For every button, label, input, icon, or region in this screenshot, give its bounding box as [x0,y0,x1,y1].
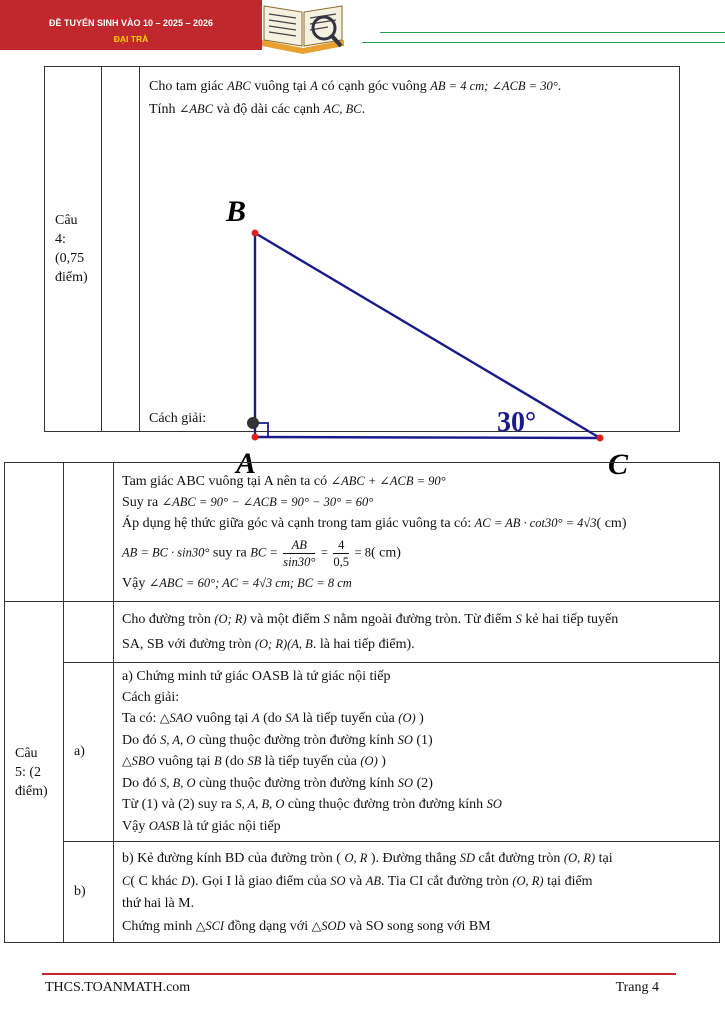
q5-part-a-label: a) [64,663,114,842]
side-BC [255,233,600,438]
q4-solution-cell [114,463,720,602]
q5a-line-4: Do đó S, A, O cùng thuộc đường tròn đường kính SO (1) [122,732,433,748]
q5-label-cell [5,602,64,943]
label-A: A [236,447,257,480]
q5b-line-4: Chứng minh △SCI đồng dạng với △SOD và SO song song với BM [122,918,491,934]
q4sol-line-4: AB = BC · sin30° suy ra BC = $\frac{AB}{\sin 30^\circ}$ = $\frac{4}{0,5}$ = 8( cm) [122,537,401,569]
q4-label-line: Câu [55,213,78,228]
q5a-line-7: Từ (1) và (2) suy ra S, A, B, O cùng thuộc đường tròn đường kính SO [122,797,502,812]
q5-part-a-cell [114,663,720,842]
q4-prompt-line-2: Tính ∠ABC và độ dài các cạnh AC, BC. [149,102,366,117]
q5-label-line: Câu [15,745,38,761]
q4sol-line-5: Vậy ∠ABC = 60°; AC = 4√3 cm; BC = 8 cm [122,575,352,591]
q5a-line-6: Do đó S, B, O cùng thuộc đường tròn đường kính SO (2) [122,775,433,791]
solution-table [4,462,720,943]
exam-banner [0,0,262,50]
label-C: C [608,448,629,481]
q5b-line-2: C( C khác D). Gọi I là giao điểm của SO và AB. Tia CI cắt đường tròn (O, R) tại điểm [122,873,593,889]
q5-label-line: 5: (2 [15,764,42,780]
q4-prompt-line-1: Cho tam giác ABC vuông tại A có cạnh góc vuông AB = 4 cm; ∠ACB = 30°. [149,79,562,94]
q5-intro-part-cell [64,602,114,663]
q4sol-line-1: Tam giác ABC vuông tại A nên ta có ∠ABC + ∠ACB = 90° [122,473,446,489]
question-4-label-cell [45,67,102,432]
q5a-line-2: Cách giải: [122,689,180,705]
angle-label-30: 30° [497,407,537,438]
side-AC [255,437,600,438]
q5b-line-3: thứ hai là M. [122,895,195,911]
fraction-ab-sin30: $\frac{AB}{\sin 30^\circ}$ [283,537,316,569]
angle-dot [247,417,259,429]
q4-label-line: điểm) [55,270,88,285]
q5-intro-line-2: SA, SB với đường tròn (O; R)(A, B. là hai tiếp điểm). [122,637,415,652]
q5-intro-cell [114,602,720,663]
q4sol-line-3: Áp dụng hệ thức giữa góc và cạnh trong tam giác vuông ta có: AC = AB · cot30° = 4√3( cm) [122,515,627,531]
footer-site: THCS.TOANMATH.com [45,980,191,995]
fraction-4-over-0-5: $\frac{4}{0,5}$ [333,537,350,569]
q5a-line-8: Vậy OASB là tứ giác nội tiếp [122,818,281,834]
point-A [252,434,259,441]
question-4-part-cell [102,67,140,432]
q4sol-label-cell [5,463,64,602]
q5a-line-5: △SBO vuông tại B (do SB là tiếp tuyến của (O) ) [122,754,386,769]
q4sol-part-cell [64,463,114,602]
point-C [597,435,604,442]
q5b-line-1: b) Kẻ đường kính BD của đường tròn ( O, R ). Đường thẳng SD cắt đường tròn (O, R) tại [122,850,613,866]
q5-part-b-cell [114,842,720,943]
q5a-line-3: Ta có: △SAO vuông tại A (do SA là tiếp tuyến của (O) ) [122,711,424,726]
footer-page-number: Trang 4 [615,980,659,995]
q5-part-b-label: b) [64,842,114,943]
point-B [252,230,259,237]
q5-label-line: điểm) [15,783,48,799]
header-rule-top [380,32,725,33]
question-4-content-cell [140,67,680,481]
exam-subtitle: ĐẠI TRÀ [113,34,149,44]
q5a-line-1: a) Chứng minh tứ giác OASB là tứ giác nội tiếp [122,669,391,684]
q4-solution-label: Cách giải: [149,411,207,426]
label-B: B [226,195,247,228]
q5-intro-line-1: Cho đường tròn (O; R) và một điểm S nằm ngoài đường tròn. Từ điểm S kẻ hai tiếp tuyến [122,612,619,627]
q4sol-line-2: Suy ra ∠ABC = 90° − ∠ACB = 90° − 30° = 60° [122,494,374,510]
header-rule-bottom [362,42,725,43]
q4-label-line: 4: [55,232,66,247]
q4-label-line: (0,75 [55,251,85,266]
exam-title: ĐỀ TUYỂN SINH VÀO 10 – 2025 – 2026 [48,18,214,28]
open-book-magnifier-icon [258,0,348,56]
footer-rule [42,973,676,975]
